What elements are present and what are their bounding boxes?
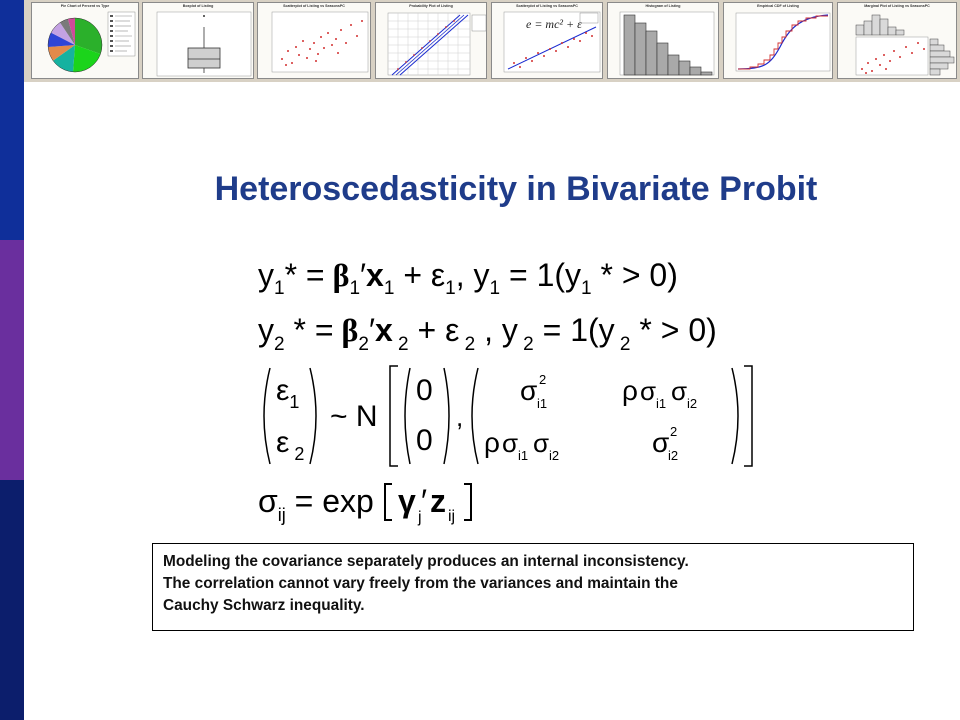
cdf-thumbnail [723,2,833,79]
svg-text:~ N: ~ N [330,400,378,433]
marginal-plot-thumbnail [837,2,957,79]
thumbnail-title: Boxplot of Listing [182,4,214,8]
svg-text:ij: ij [448,508,456,525]
scatterplot-thumbnail [257,2,371,79]
svg-text:i1: i1 [656,396,667,411]
thumbnail-title: Pie Chart of Percent vs Type [60,4,110,8]
boxplot-thumbnail [142,2,254,79]
svg-text:σ: σ [671,376,688,406]
note-line-3: Cauchy Schwarz inequality. [163,597,365,614]
svg-text:ε1: $\varepsilon_1$ [276,374,300,412]
histogram-thumbnail [607,2,719,79]
svg-text:2: 2 [670,424,678,439]
statistics-banner [24,0,960,82]
thumbnail-title: Scatterplot of Listing vs SeasonsPC [516,4,578,8]
svg-text:2: 2 [539,372,547,387]
svg-text:i2: i2 [549,448,560,463]
note-box [152,543,914,631]
marginal-plot-icon [838,3,957,79]
thumbnail-title: Scatterplot of Listing vs SeasonsPC [283,4,345,8]
pie-chart-thumbnail [31,2,139,79]
svg-text:γ: γ [398,483,416,519]
svg-text:ε 2: ε $_2$ [276,426,305,464]
thumbnail-title: Probability Plot of Listing [409,4,453,8]
svg-text:j: j [418,509,422,526]
equation-2 [258,307,718,357]
probability-plot-thumbnail [375,2,487,79]
svg-text:σij = exp: $\sigma_{ij} = \exp$ [258,483,374,525]
regression-icon [492,3,603,79]
left-bar-segment-middle [0,240,24,480]
thumbnail-title: Marginal Plot of Listing vs SeasonsPC [864,4,930,8]
svg-text:z: z [430,483,446,519]
boxplot-icon [143,3,254,79]
note-line-1: Modeling the covariance separately produces an internal inconsistency. [163,553,689,570]
svg-text:y2 * = β2′x 2 + ε 2 , y 2 =: $y_2$ * = $\beta_2'x$ $_2$ + ε $_2$ , y $_2$ = 1(y $_2$ * > 0) [258,312,717,355]
pie-chart-icon [32,3,139,79]
svg-text:σ: σ [640,376,657,406]
left-bar-segment-bottom [0,480,24,720]
scatter-icon [258,3,371,79]
equation-1 [258,252,698,300]
note-line-2: The correlation cannot vary freely from the variances and maintain the [163,575,678,592]
svg-text:σ: σ [533,428,550,458]
svg-text:ρ: ρ [484,427,500,458]
probability-plot-icon [376,3,487,79]
svg-text:σ: σ [502,428,519,458]
cdf-icon [724,3,833,79]
svg-text:σ: σ [652,427,670,458]
equation-4 [258,478,498,528]
formula-label: e = mc² + ε [526,17,582,31]
svg-text:,: , [456,402,464,432]
left-bar-segment-top [0,0,24,240]
thumbnail-title: Histogram of Listing [645,4,681,8]
histogram-icon [608,3,719,79]
slide-title: Heteroscedasticity in Bivariate Probit [214,170,818,208]
svg-text:σ: σ [520,375,538,406]
svg-text:′: ′ [421,483,427,519]
svg-text:y1* = β1′x1 + ε1, y1 = 1(y1 *: $y_1* = \beta_1'x_1 + \varepsilon_1$, $y_1 = 1(y_1$ * > 0) [258,257,678,299]
svg-text:i2: i2 [687,396,698,411]
svg-text:i2: i2 [668,448,679,463]
svg-text:0: 0 [416,374,433,407]
svg-text:i1: i1 [518,448,529,463]
regression-thumbnail [491,2,603,79]
svg-text:ρ: ρ [622,375,638,406]
thumbnail-title: Empirical CDF of Listing [757,4,799,8]
svg-text:i1: i1 [537,396,548,411]
left-accent-bar [0,0,24,720]
svg-text:0: 0 [416,424,433,457]
equation-3 [256,360,766,472]
